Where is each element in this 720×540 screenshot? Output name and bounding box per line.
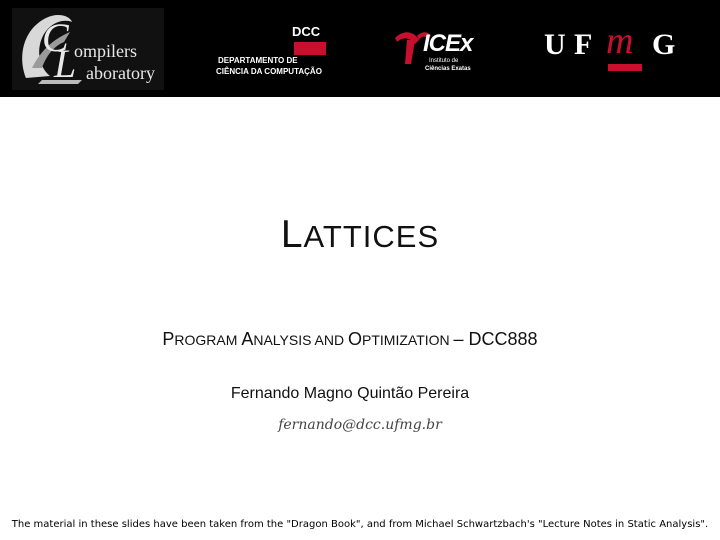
logo-initial-c: C <box>42 15 69 60</box>
logo-initial-l: L <box>54 41 77 86</box>
icex-name: ICEx <box>423 30 473 57</box>
dcc-red-block <box>294 42 326 55</box>
ufmg-letter-m: m <box>606 20 634 62</box>
course-subtitle <box>0 329 700 350</box>
author-name: Fernando Magno Quintão Pereira <box>230 385 470 402</box>
author-email: fernando@dcc.ufmg.br <box>278 417 442 433</box>
header-banner <box>0 0 720 97</box>
ufmg-red-bar <box>608 64 642 71</box>
dcc-abbr: DCC <box>292 24 321 39</box>
footer-note: The material in these slides have been taken from the "Dragon Book", and from Michael Schwartzbach's "Lecture Notes in Static Analysis". <box>11 519 709 530</box>
ufmg-letter-u: U <box>544 28 566 61</box>
subtitle-word-nalysis: NALYSIS AND <box>253 332 348 348</box>
ufmg-letter-f: F <box>574 28 593 61</box>
title-initial: L <box>280 213 304 256</box>
ufmg-logo <box>544 20 684 74</box>
course-code: – DCC888 <box>453 329 538 349</box>
subtitle-cap-a: A <box>241 329 254 349</box>
compilers-laboratory-logo <box>12 8 164 90</box>
icex-line2: Ciências Exatas <box>425 66 471 72</box>
subtitle-word-ptimization: PTIMIZATION <box>362 332 454 348</box>
logo-word-compilers: ompilers <box>74 41 137 61</box>
dcc-line2: CIÊNCIA DA COMPUTAÇÃO <box>216 67 322 76</box>
icex-line1: Instituto de <box>429 58 459 64</box>
dcc-line1: DEPARTAMENTO DE <box>218 56 298 65</box>
title-rest: ATTICES <box>303 219 440 254</box>
ufmg-letter-g: G <box>652 28 676 61</box>
slide-title <box>0 213 720 257</box>
dcc-logo <box>214 18 334 78</box>
subtitle-word-rogram: ROGRAM <box>174 332 242 348</box>
logo-word-laboratory: aboratory <box>86 63 155 83</box>
icex-logo <box>393 24 493 76</box>
subtitle-cap-p: P <box>162 329 175 349</box>
subtitle-cap-o: O <box>348 329 363 349</box>
